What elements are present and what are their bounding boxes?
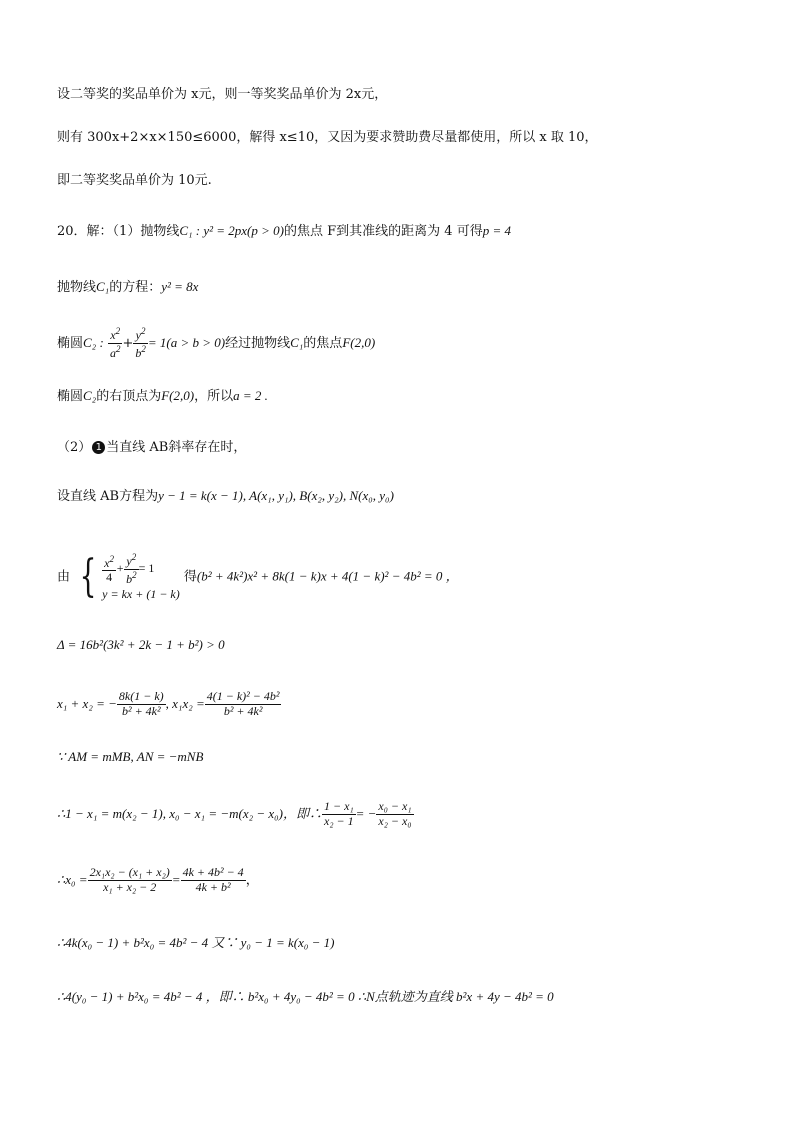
numerator: 4(1 − k)² − 4b² <box>206 689 280 703</box>
focus-point: F(2,0) <box>342 334 376 350</box>
left-brace: { <box>79 551 97 603</box>
equals: = <box>171 871 181 887</box>
parabola-eq-line <box>57 280 198 294</box>
label: 椭圆 <box>57 389 84 404</box>
label: 设直线 AB方程为 <box>57 489 159 504</box>
numerator: 2x₁x₂ − (x₁ + x₂) <box>89 865 170 879</box>
vertex-point: F(2,0) <box>161 388 195 403</box>
x0-expression-line <box>57 866 259 895</box>
vieta-product-label: , x₁x₂ = <box>165 695 205 711</box>
coordinate-relation-line <box>57 800 414 829</box>
p-value: p = 4 <box>482 223 511 238</box>
equals: = − <box>355 805 377 821</box>
parabola-equation: C₁ : y² = 2px(p > 0) <box>179 223 284 238</box>
problem-20-line <box>57 224 511 238</box>
label-2: 的右顶点为 <box>96 389 162 404</box>
numerator: 1 − x₁ <box>324 799 354 813</box>
x0-fraction-2 <box>181 866 246 895</box>
line-ab-math: y − 1 = k(x − 1), A(x₁, y₁), B(x₂, y₂), N(x₀, y₀) <box>158 488 394 503</box>
circled-number: 1 <box>92 441 105 454</box>
discriminant-line: Δ = 16b²(3k² + 2k − 1 + b²) > 0 <box>57 637 225 652</box>
label-2: 经过抛物线 <box>225 335 291 351</box>
c1-symbol-2: C₁ <box>290 334 304 350</box>
system-eq-1: $\frac{x^2}{4}$ + $\frac{y^2}{b^2}$ = 1 <box>104 552 155 586</box>
x0-fraction-1 <box>88 866 172 895</box>
numerator: 4k + 4b² − 4 <box>182 865 244 879</box>
case-text: 当直线 AB斜率存在时， <box>106 440 247 455</box>
part-2-line <box>57 441 246 454</box>
vieta-line <box>57 690 281 719</box>
text-line-1: 设二等奖的奖品单价为 x元，则一等奖奖品单价为 2x元， <box>57 87 388 102</box>
denominator: b² + 4k² <box>223 703 263 718</box>
denominator: 4k + b² <box>195 879 231 894</box>
fraction-y2-b2: $\frac{y^2}{b^2}$ <box>135 326 146 360</box>
vieta-sum-fraction <box>117 690 166 719</box>
system-eq-2: y = kx + (1 − k) <box>102 586 180 601</box>
ellipse-line: 椭圆C₂ : $\frac{x^2}{a^2}$ + $\frac{y^2}{b^2}$ = 1(a > b > 0)经过抛物线C₁的焦点F(2,0) <box>57 326 376 360</box>
denominator: x₁ + x₂ − 2 <box>103 879 157 894</box>
comma: ， <box>245 872 259 888</box>
part-label: （2） <box>57 440 92 455</box>
numerator: 8k(1 − k) <box>118 689 164 703</box>
ellipse-condition: = 1(a > b > 0) <box>147 334 226 350</box>
relation-line-16: ∴4k(x₀ − 1) + b²x₀ = 4b² − 4 又∵ y₀ − 1 = k(x₀ − 1) <box>57 935 335 950</box>
a-value: a = 2 . <box>233 388 268 403</box>
label-2: 的方程： <box>109 280 162 295</box>
denominator: x₂ − x₀ <box>378 813 412 828</box>
vertex-line <box>57 389 268 403</box>
numerator: x₀ − x₁ <box>378 799 412 813</box>
locus-line: ∴4(y₀ − 1) + b²x₀ = 4b² − 4 ，即∴ b²x₀ + 4y₀ − 4b² = 0 ∴N点轨迹为直线 b²x + 4y − 4b² = 0 <box>57 989 554 1004</box>
c2-symbol: C₂ : <box>83 334 104 350</box>
fraction-x2-a2: $\frac{x^2}{a^2}$ <box>109 326 121 360</box>
relation-text: ∴1 − x₁ = m(x₂ − 1), x₀ − x₁ = −m(x₂ − x₀)，即∴ <box>57 805 323 821</box>
text-line-3: 即二等奖奖品单价为 10元. <box>57 173 212 188</box>
problem-20-label: 20．解：（1）抛物线 <box>57 224 180 239</box>
quadratic-equation: (b² + 4k²)x² + 8k(1 − k)x + 4(1 − k)² − 4b² = 0 ， <box>196 568 459 584</box>
ratio-fraction-1 <box>322 800 356 829</box>
label: 椭圆 <box>57 335 84 351</box>
denominator: x₂ − 1 <box>324 813 354 828</box>
ratio-fraction-2 <box>376 800 413 829</box>
line-ab-equation <box>57 489 394 503</box>
system-line <box>57 552 459 602</box>
text-line-2: 则有 300x+2×x×150≤6000，解得 x≤10，又因为要求赞助费尽量都使用，所以 x 取 10， <box>57 130 598 145</box>
parabola-eq-result: y² = 8x <box>161 279 199 294</box>
denominator: b² + 4k² <box>121 703 161 718</box>
focus-text: 的焦点 F到其准线的距离为 4 可得 <box>284 224 483 239</box>
vieta-sum-label: x₁ + x₂ = − <box>57 695 117 711</box>
c1-symbol: C₁ <box>96 279 110 294</box>
label: 抛物线 <box>57 280 97 295</box>
label: 由 <box>57 569 71 585</box>
equation-system <box>74 552 180 602</box>
x0-label: ∴x₀ = <box>57 871 88 887</box>
label-3: ，所以 <box>194 389 234 404</box>
label-2: 得 <box>183 569 197 585</box>
c2-symbol-2: C₂ <box>83 388 97 403</box>
label-3: 的焦点 <box>303 335 343 351</box>
vieta-product-fraction <box>205 690 282 719</box>
vector-relation-line: ∵ AM = mMB, AN = −mNB <box>57 749 204 764</box>
